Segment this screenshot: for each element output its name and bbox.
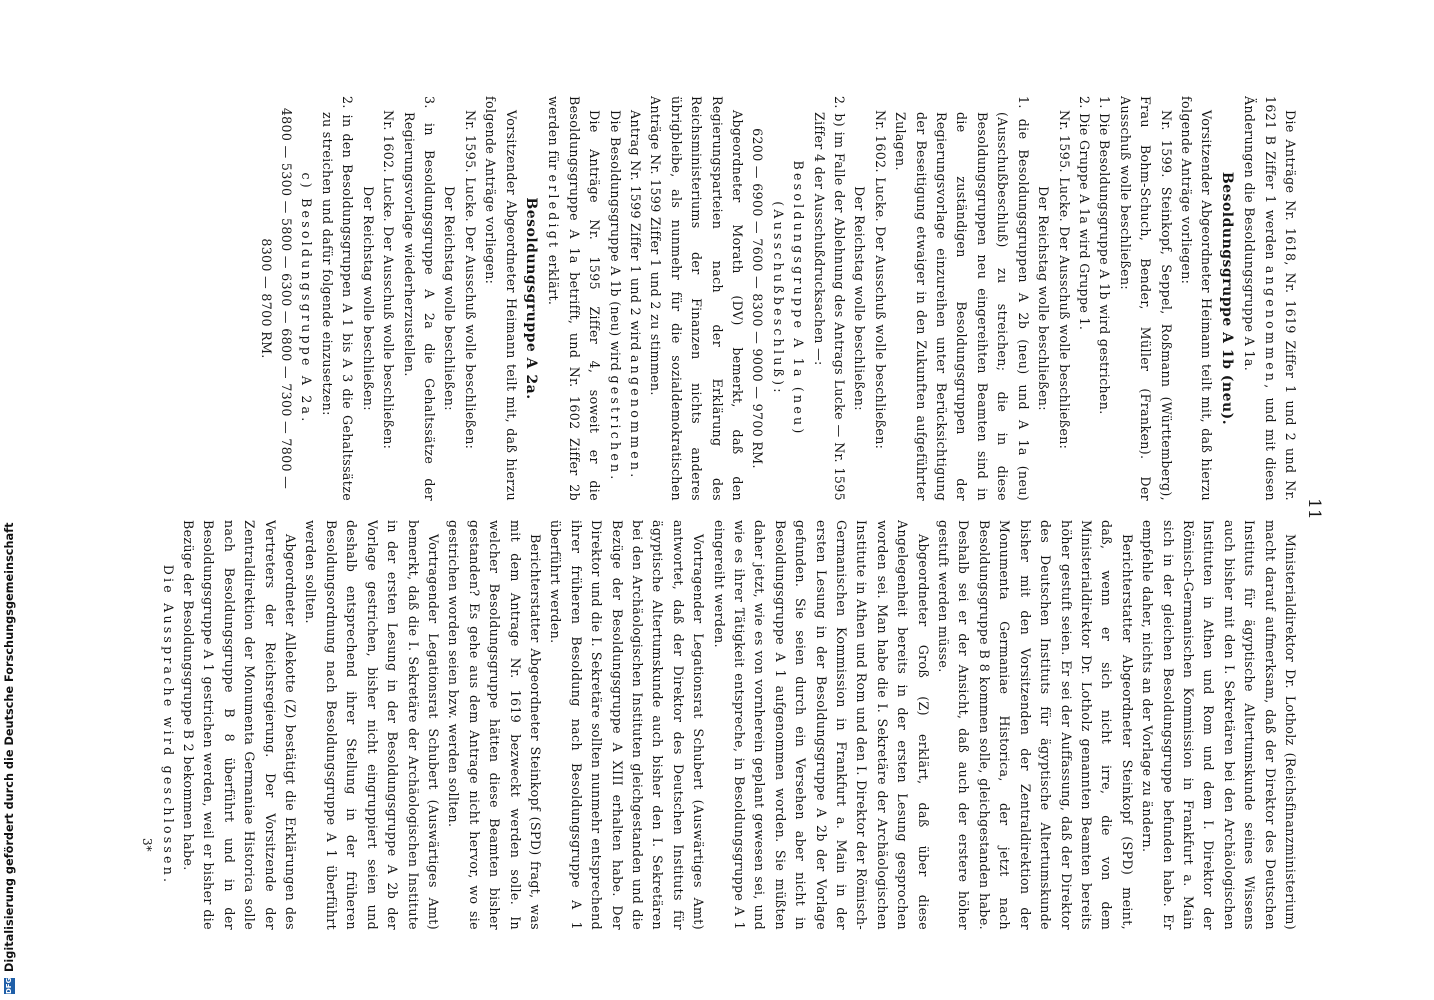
page-footer-mark: 3* bbox=[140, 838, 154, 852]
digitization-note-text: Digitalisierung gefördert durch die Deutsche Forschungsgemeinschaft bbox=[2, 522, 16, 972]
list-item: 2. Die Gruppe A 1a wird Gruppe 1. bbox=[1076, 96, 1092, 331]
paragraph: Ministerialdirektor Dr. Lotholz (Reichsfinanzministerium) macht darauf aufmerksam, daß der Direktor des Deutschen Instituts für ägyptische Altertumskunde seines Wissens auch bisher mit den I. Sekretären bei den Archäologischen Instituten in Athen und Rom und dem I. Direktor der Römisch-Germanischen Kommission in Frankfurt a. Main sich in der gleichen Besoldungsgruppe befunden habe. Er empfehle daher, nichts an der Vorlage zu ändern. bbox=[1140, 520, 1298, 930]
list-item: 1. die Besoldungsgruppen A 2b (neu) und A 1a (neu) (Ausschußbeschluß) zu streichen; die in diese Besoldungsgruppen neu eingereihten Beamten sind in die zuständigen Besoldungsgruppen der Regierungsvorlage einzureihen unter Berücksichtigung der Beseitigung etwaiger in den Zukunften aufgeführter Zulagen. bbox=[893, 96, 1031, 501]
paragraph: Berichterstatter Abgeordneter Steinkopf (SPD) fragt, was mit dem Antrage Nr. 1619 bezweckt werden solle. In welcher Besoldungsgruppe hätten diese Beamten bisher gestanden? Es gehe aus dem Antrage nicht hervor, wo sie gestrichen worden seien bzw. werden sollten. bbox=[446, 520, 543, 930]
paragraph: Die Anträge Nr. 1618, Nr. 1619 Ziffer 1 und 2 und Nr. 1621 B Ziffer 1 werden angenommen, und mit diesen Änderungen die Besoldungsgruppe A 1a. bbox=[1242, 96, 1298, 501]
paragraph: Nr. 1602. Lucke. Der Ausschuß wolle beschließen: bbox=[872, 110, 888, 450]
paragraph: Vorsitzender Abgeordneter Heimann teilt mit, daß hierzu folgende Anträge vorliegen: bbox=[1178, 96, 1215, 501]
section-heading: Besoldungsgruppe A 1b (neu). bbox=[1218, 171, 1235, 426]
dfg-logo-icon: DFG bbox=[4, 977, 13, 994]
paragraph: Nr. 1595. Lucke. Der Ausschuß wolle beschließen: bbox=[1056, 110, 1072, 450]
paragraph: Die Aussprache wird geschlossen. bbox=[160, 564, 176, 886]
list-item: 1. Die Besoldungsgruppe A 1b wird gestrichen. bbox=[1097, 96, 1113, 415]
paragraph: Vortragender Legationsrat Schubert (Auswärtiges Amt) bemerkt, daß die I. Sekretäre der Archäologischen Institute in der ersten Lesung in der Besoldungsgruppe A 2b der Vorlage gestrichen, bisher nicht eingruppiert seien und deshalb entsprechend ihrer Stellung in der früheren Besoldungsordnung nach Besoldungsgruppe A 1 überführt werden sollten. bbox=[303, 520, 441, 930]
list-item: 3. in Besoldungsgruppe A 2a die Gehaltssätze der Regierungsvorlage wiederherzustellen. bbox=[401, 96, 437, 501]
paragraph: Der Reichstag wolle beschließen: bbox=[360, 186, 376, 411]
paragraph: Die Anträge Nr. 1595 Ziffer 4, soweit er die Besoldungsgruppe A 1a betrifft, und Nr. 1602 Ziffer 2b werden für erledigt erklärt. bbox=[546, 96, 603, 501]
paragraph: Antrag Nr. 1599 Ziffer 1 und 2 wird angenommen. bbox=[628, 110, 643, 481]
paragraph: c) Besoldungsgruppe A 2a. bbox=[299, 172, 315, 425]
document-page bbox=[124, 68, 1334, 948]
text-column-right bbox=[160, 520, 1300, 930]
paragraph: Nr. 1599. Steinkopf, Seppel, Roßmann (Württemberg), Frau Bohm-Schuch, Bender, Müller (Franken). Der Ausschuß wolle beschließen: bbox=[1117, 96, 1174, 501]
paragraph: Nr. 1595. Lucke. Der Ausschuß wolle beschließen: bbox=[462, 110, 478, 450]
paragraph: Der Reichstag wolle beschließen: bbox=[852, 186, 868, 411]
paragraph: Nr. 1602. Lucke. Der Ausschuß wolle beschließen: bbox=[381, 110, 397, 450]
paragraph: Der Reichstag wolle beschließen: bbox=[1036, 186, 1052, 411]
paragraph: Abgeordneter Morath (DV) bemerkt, daß den Regierungsparteien nach der Erklärung des Reichsministeriums der Finanzen nichts anderes übrigbleibe, als nunmehr für die sozialdemokratischen Anträge Nr. 1599 Ziffer 1 und 2 zu stimmen. bbox=[648, 96, 746, 501]
paragraph: Berichterstatter Abgeordneter Steinkopf (SPD) meint, daß, wenn er sich nicht irre, die von dem Ministerialdirektor Dr. Lotholz genannten Beamten bereits höher gestuft seien. Er sei der Auffassung, daß der Direktor des Deutschen Instituts für ägyptische Altertumskunde bisher mit den Vorsitzenden der Zentraldirektion der Monumenta Germaniae Historica, der jetzt nach Besoldungsgruppe B 8 kommen solle, gleichgestanden habe. Deshalb sei er der Ansicht, daß auch der erstere höher gestuft werden müsse. bbox=[936, 520, 1135, 930]
paragraph: Abgeordneter Allekotte (Z) bestätigt die Erklärungen des Vertreters der Reichsregierung. Der Vorsitzende der Zentraldirektion der Monumenta Germaniae Historica solle nach Besoldungsgruppe B 8 überführt und in der Besoldungsgruppe A 1 gestrichen werden, weil er bisher die Bezüge der Besoldungsgruppe B 2 bekommen habe. bbox=[181, 520, 299, 930]
salary-scale: 6200 — 6900 — 7600 — 8300 — 9000 — 9700 RM. bbox=[750, 128, 766, 469]
paragraph: Vortragender Legationsrat Schubert (Auswärtiges Amt) antwortet, daß der Direktor des Deutschen Instituts für ägyptische Altertumskunde auch bisher den I. Sekretären bei den Archäologischen Instituten gleichgestanden und die Bezüge der Besoldungsgruppe A XIII erhalten habe. Der Direktor und die I. Sekretäre sollten nunmehr entsprechend ihrer früheren Besoldung nach Besoldungsgruppe A 1 überführt werden. bbox=[548, 520, 707, 930]
section-heading: Besoldungsgruppe A 2a. bbox=[522, 197, 539, 400]
paragraph: Der Reichstag wolle beschließen: bbox=[442, 186, 458, 411]
paragraph: Besoldungsgruppe A 1a (neu) (Ausschußbeschluß): bbox=[770, 160, 807, 437]
text-column-left bbox=[160, 96, 1300, 501]
list-item: 2. b) im Falle der Ablehnung des Antrags Lucke — Nr. 1595 Ziffer 4 der Ausschußdrucksachen —: bbox=[811, 96, 848, 501]
salary-scale: 4800 — 5300 — 5800 — 6300 — 6800 — 7300 — 7800 — 8300 — 8700 RM. bbox=[258, 107, 295, 490]
paragraph: Abgeordneter Groß (Z) erklärt, daß über diese Angelegenheit bereits in der ersten Lesung gesprochen worden sei. Man habe die I. Sekretäre der Archäologischen Institute in Athen und Rom und den I. Direktor der Römisch-Germanischen Kommission in Frankfurt a. Main in der ersten Lesung in der Besoldungsgruppe A 2b der Vorlage gefunden. Sie seien durch ein Versehen aber nicht in Besoldungsgruppe A 1 aufgenommen worden. Sie müßten daher jetzt, wie es von vornherein geplant gewesen sei, und wie es ihrer Tätigkeit entspreche, in Besoldungsgruppe A 1 eingereiht werden. bbox=[711, 520, 931, 930]
paragraph: Die Besoldungsgruppe A 1b (neu) wird gestrichen. bbox=[607, 110, 623, 483]
paragraph: Vorsitzender Abgeordneter Heimann teilt mit, daß hierzu folgende Anträge vorliegen: bbox=[483, 96, 519, 501]
digitization-note bbox=[2, 0, 16, 994]
list-item: 2. in den Besoldungsgruppen A 1 bis A 3 die Gehaltssätze zu streichen und dafür folgende einzusetzen: bbox=[319, 96, 356, 501]
page-number: 11 bbox=[1304, 498, 1324, 520]
